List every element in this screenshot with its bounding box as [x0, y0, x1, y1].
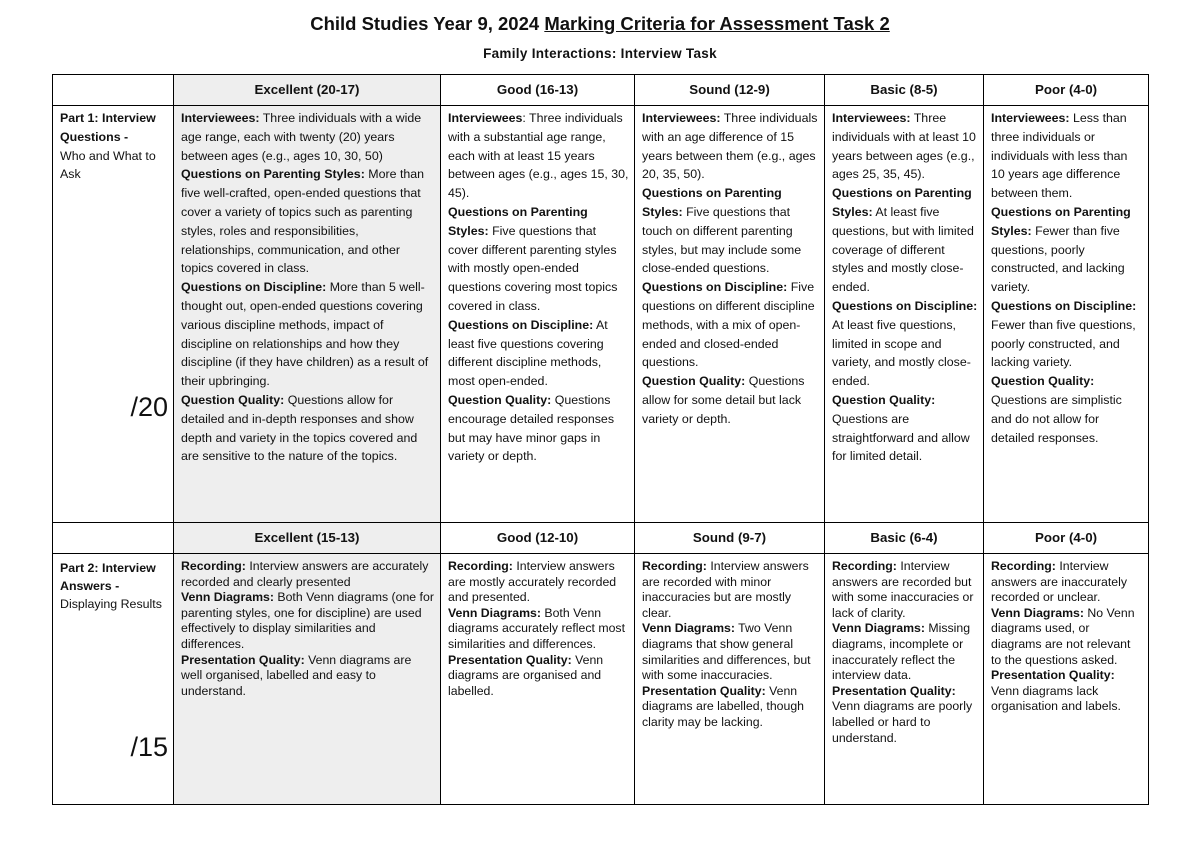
- title-text: Child Studies Year 9, 2024: [310, 13, 540, 34]
- header-blank-cell: [53, 75, 174, 106]
- criterion-text: Interview answers are mostly accurately recorded and presented.: [448, 559, 617, 605]
- criterion-text: More than 5 well-thought out, open-ended questions covering various discipline methods, impact of discipline on relationships and how they discipline (if they have children) as a result of their upbringing.: [181, 280, 429, 389]
- header-good: Good (12-10): [441, 523, 635, 554]
- criterion-label: Presentation Quality:: [991, 668, 1115, 683]
- criterion-label: Recording:: [832, 559, 897, 573]
- document-title: [0, 12, 1200, 36]
- criterion: [181, 590, 435, 652]
- criterion-text: Three individuals with a wide age range, each with twenty (20) years between ages (e.g., ages 10, 30, 50): [181, 111, 422, 163]
- criterion-label: Recording:: [642, 559, 707, 573]
- header-basic: Basic (6-4): [825, 523, 984, 554]
- criterion-label: Venn Diagrams:: [181, 590, 274, 605]
- criterion-label: Questions on Discipline:: [832, 298, 978, 313]
- criterion: [832, 297, 978, 391]
- criterion-label: Venn Diagrams:: [991, 605, 1084, 620]
- criterion: [181, 165, 435, 278]
- criterion: [991, 297, 1143, 372]
- criterion: [181, 109, 435, 165]
- criterion-text: Interview answers are inaccurately recorded or unclear.: [991, 559, 1128, 605]
- criterion-text: Interview answers are accurately recorded and clearly presented: [181, 559, 429, 589]
- criterion-text: Interview answers are recorded with minor inaccuracies but are mostly clear.: [642, 559, 809, 620]
- criterion-text: Questions encourage detailed responses but may have minor gaps in variety or depth.: [448, 392, 615, 464]
- part-subtitle: Displaying Results: [60, 597, 162, 611]
- document-subtitle: Family Interactions: Interview Task: [483, 46, 717, 61]
- header-good: Good (16-13): [441, 75, 635, 106]
- criterion-text: Both Venn diagrams accurately reflect most similarities and differences.: [448, 605, 626, 651]
- criterion: [448, 391, 629, 466]
- criteria-cell-poor: [984, 106, 1149, 523]
- criterion: [832, 621, 978, 683]
- criterion-label: Recording:: [181, 559, 246, 573]
- criterion-text: Five questions on different discipline methods, with a mix of open-ended and closed-ended questions.: [642, 280, 815, 370]
- criterion-label: Interviewees:: [832, 111, 911, 125]
- criterion-text: : Three individuals with a substantial age range, each with at least 15 years between ages (e.g., ages 15, 30, 45).: [448, 111, 629, 201]
- criterion: [991, 668, 1143, 715]
- header-sound: Sound (12-9): [635, 75, 825, 106]
- criteria-cell-good: [441, 554, 635, 805]
- part-label-cell: [53, 106, 174, 523]
- criterion-text: Less than three individuals or individuals with less than 10 years age difference between them.: [991, 111, 1128, 201]
- criterion-label: Presentation Quality:: [832, 683, 956, 698]
- criterion: [448, 316, 629, 391]
- criterion-label: Recording:: [448, 559, 513, 573]
- criterion-label: Interviewees:: [642, 111, 721, 125]
- criterion: [448, 653, 629, 700]
- criterion: [832, 559, 978, 621]
- criterion-text: Three individuals with an age difference of 15 years between them (e.g., ages 20, 35, 50).: [642, 111, 818, 182]
- criterion-label: Questions on Parenting Styles:: [448, 204, 588, 238]
- part-label-cell: [53, 554, 174, 805]
- title-underlined-text: Marking Criteria for Assessment Task 2: [544, 13, 890, 34]
- criterion: [448, 203, 629, 316]
- criterion-label: Questions on Parenting Styles:: [181, 167, 365, 182]
- header-row: [53, 523, 1149, 554]
- criterion-label: Questions on Parenting Styles:: [832, 186, 972, 219]
- criterion-label: Interviewees:: [991, 111, 1070, 125]
- criteria-cell-excellent: [174, 106, 441, 523]
- criterion-text: At least five questions, but with limited coverage of different styles and mostly close-ended.: [832, 204, 974, 295]
- criterion: [181, 278, 435, 391]
- criterion-text: Venn diagrams are well organised, labelled and easy to understand.: [181, 652, 412, 698]
- criterion: [181, 391, 435, 466]
- total-score: /15: [130, 732, 168, 762]
- criteria-row: [53, 554, 1149, 805]
- criterion-label: Presentation Quality:: [448, 652, 572, 667]
- criterion: [832, 109, 978, 184]
- criterion: [642, 559, 819, 621]
- criterion: [448, 559, 629, 606]
- criterion: [448, 109, 629, 203]
- criterion: [991, 559, 1143, 606]
- criterion-text: Five questions that touch on different parenting styles, but may include some close-ended questions.: [642, 204, 802, 276]
- criterion-label: Recording:: [991, 559, 1056, 573]
- criterion-text: Missing diagrams, incomplete or inaccurately reflect the interview data.: [832, 621, 971, 683]
- criterion: [642, 621, 819, 683]
- criterion-text: Venn diagrams are poorly labelled or hard to understand.: [832, 699, 973, 745]
- criterion-text: Venn diagrams are labelled, though clarity may be lacking.: [642, 683, 805, 729]
- criterion-text: Venn diagrams are organised and labelled.: [448, 652, 604, 698]
- criterion-text: At least five questions covering different discipline methods, most open-ended.: [448, 317, 608, 389]
- part-title: Part 2: Interview Answers -: [60, 561, 156, 593]
- criterion-text: Questions allow for some detail but lack variety or depth.: [642, 374, 805, 426]
- criterion: [832, 684, 978, 746]
- marking-criteria-table: [52, 74, 1149, 805]
- criteria-cell-sound: [635, 106, 825, 523]
- header-poor: Poor (4-0): [984, 523, 1149, 554]
- criterion: [642, 184, 819, 278]
- criterion-label: Questions on Discipline:: [181, 280, 327, 295]
- criteria-cell-poor: [984, 554, 1149, 805]
- part-subtitle: Who and What to Ask: [60, 148, 156, 182]
- criteria-cell-excellent: [174, 554, 441, 805]
- criterion: [181, 653, 435, 700]
- criterion-text: Two Venn diagrams that show general similarities and differences, but with some inaccuracies.: [642, 621, 811, 683]
- criterion-text: Venn diagrams lack organisation and labels.: [991, 683, 1121, 714]
- criterion-text: At least five questions, limited in scope and variety, and mostly close-ended.: [832, 317, 971, 389]
- total-score: /20: [130, 392, 168, 422]
- criterion-label: Venn Diagrams:: [832, 621, 925, 636]
- criterion-label: Questions on Parenting Styles:: [642, 186, 782, 219]
- criteria-cell-basic: [825, 554, 984, 805]
- criterion-label: Questions on Discipline:: [991, 298, 1137, 313]
- criteria-cell-good: [441, 106, 635, 523]
- criterion: [448, 606, 629, 653]
- criterion-label: Presentation Quality:: [181, 652, 305, 667]
- criterion-text: Fewer than five questions, poorly constructed, and lacking variety.: [991, 223, 1125, 295]
- criterion-text: Interview answers are recorded but with some inaccuracies or lack of clarity.: [832, 559, 974, 620]
- criterion-text: Both Venn diagrams (one for parenting styles, one for discipline) are used effectively to display similarities and differences.: [181, 590, 434, 651]
- criterion-label: Question Quality:: [642, 374, 746, 389]
- criterion-label: Question Quality:: [991, 374, 1095, 389]
- criterion: [832, 391, 978, 466]
- criterion-label: Presentation Quality:: [642, 683, 766, 698]
- criterion-label: Venn Diagrams:: [448, 605, 541, 620]
- part-title: Part 1: Interview Questions -: [60, 111, 156, 144]
- criterion-text: Three individuals with at least 10 years between ages (e.g., ages 25, 35, 45).: [832, 111, 976, 182]
- header-basic: Basic (8-5): [825, 75, 984, 106]
- criterion-label: Interviewees:: [181, 111, 260, 125]
- criteria-cell-sound: [635, 554, 825, 805]
- criterion-text: Questions allow for detailed and in-depth responses and show depth and variety in the topics covered and are sensitive to the nature of the topics.: [181, 392, 418, 464]
- criterion-text: Questions are straightforward and allow for limited detail.: [832, 411, 970, 464]
- criterion: [832, 184, 978, 297]
- criterion-label: Question Quality:: [832, 392, 936, 407]
- criterion-text: More than five well-crafted, open-ended questions that cover a variety of topics such as parenting styles, roles and responsibilities, relationships, communication, and other topics covered in class.: [181, 167, 425, 276]
- criterion: [642, 109, 819, 184]
- header-excellent: Excellent (15-13): [174, 523, 441, 554]
- criterion-text: Questions are simplistic and do not allow for detailed responses.: [991, 392, 1122, 445]
- header-excellent: Excellent (20-17): [174, 75, 441, 106]
- criterion: [642, 278, 819, 372]
- criterion-label: Questions on Discipline:: [642, 280, 788, 295]
- criterion: [642, 372, 819, 428]
- criteria-row: [53, 106, 1149, 523]
- criterion: [181, 559, 435, 590]
- criterion-label: Question Quality:: [448, 392, 552, 407]
- criterion: [991, 109, 1143, 203]
- criterion: [991, 203, 1143, 297]
- criterion: [642, 684, 819, 731]
- criterion-text: No Venn diagrams used, or diagrams are not relevant to the questions asked.: [991, 605, 1135, 667]
- criterion-text: Fewer than five questions, poorly constructed, and lacking variety.: [991, 317, 1136, 370]
- header-sound: Sound (9-7): [635, 523, 825, 554]
- criterion-label: Question Quality:: [181, 392, 285, 407]
- criterion-label: Venn Diagrams:: [642, 621, 735, 636]
- criterion-text: Five questions that cover different parenting styles with mostly open-ended questions covering most topics covered in class.: [448, 223, 618, 313]
- criteria-cell-basic: [825, 106, 984, 523]
- criterion: [991, 372, 1143, 447]
- criterion-label: Questions on Discipline:: [448, 317, 594, 332]
- header-poor: Poor (4-0): [984, 75, 1149, 106]
- criterion: [991, 606, 1143, 668]
- header-row: [53, 75, 1149, 106]
- criterion-label: Questions on Parenting Styles:: [991, 204, 1131, 238]
- header-blank-cell: [53, 523, 174, 554]
- criterion-label: Interviewees: [448, 111, 523, 125]
